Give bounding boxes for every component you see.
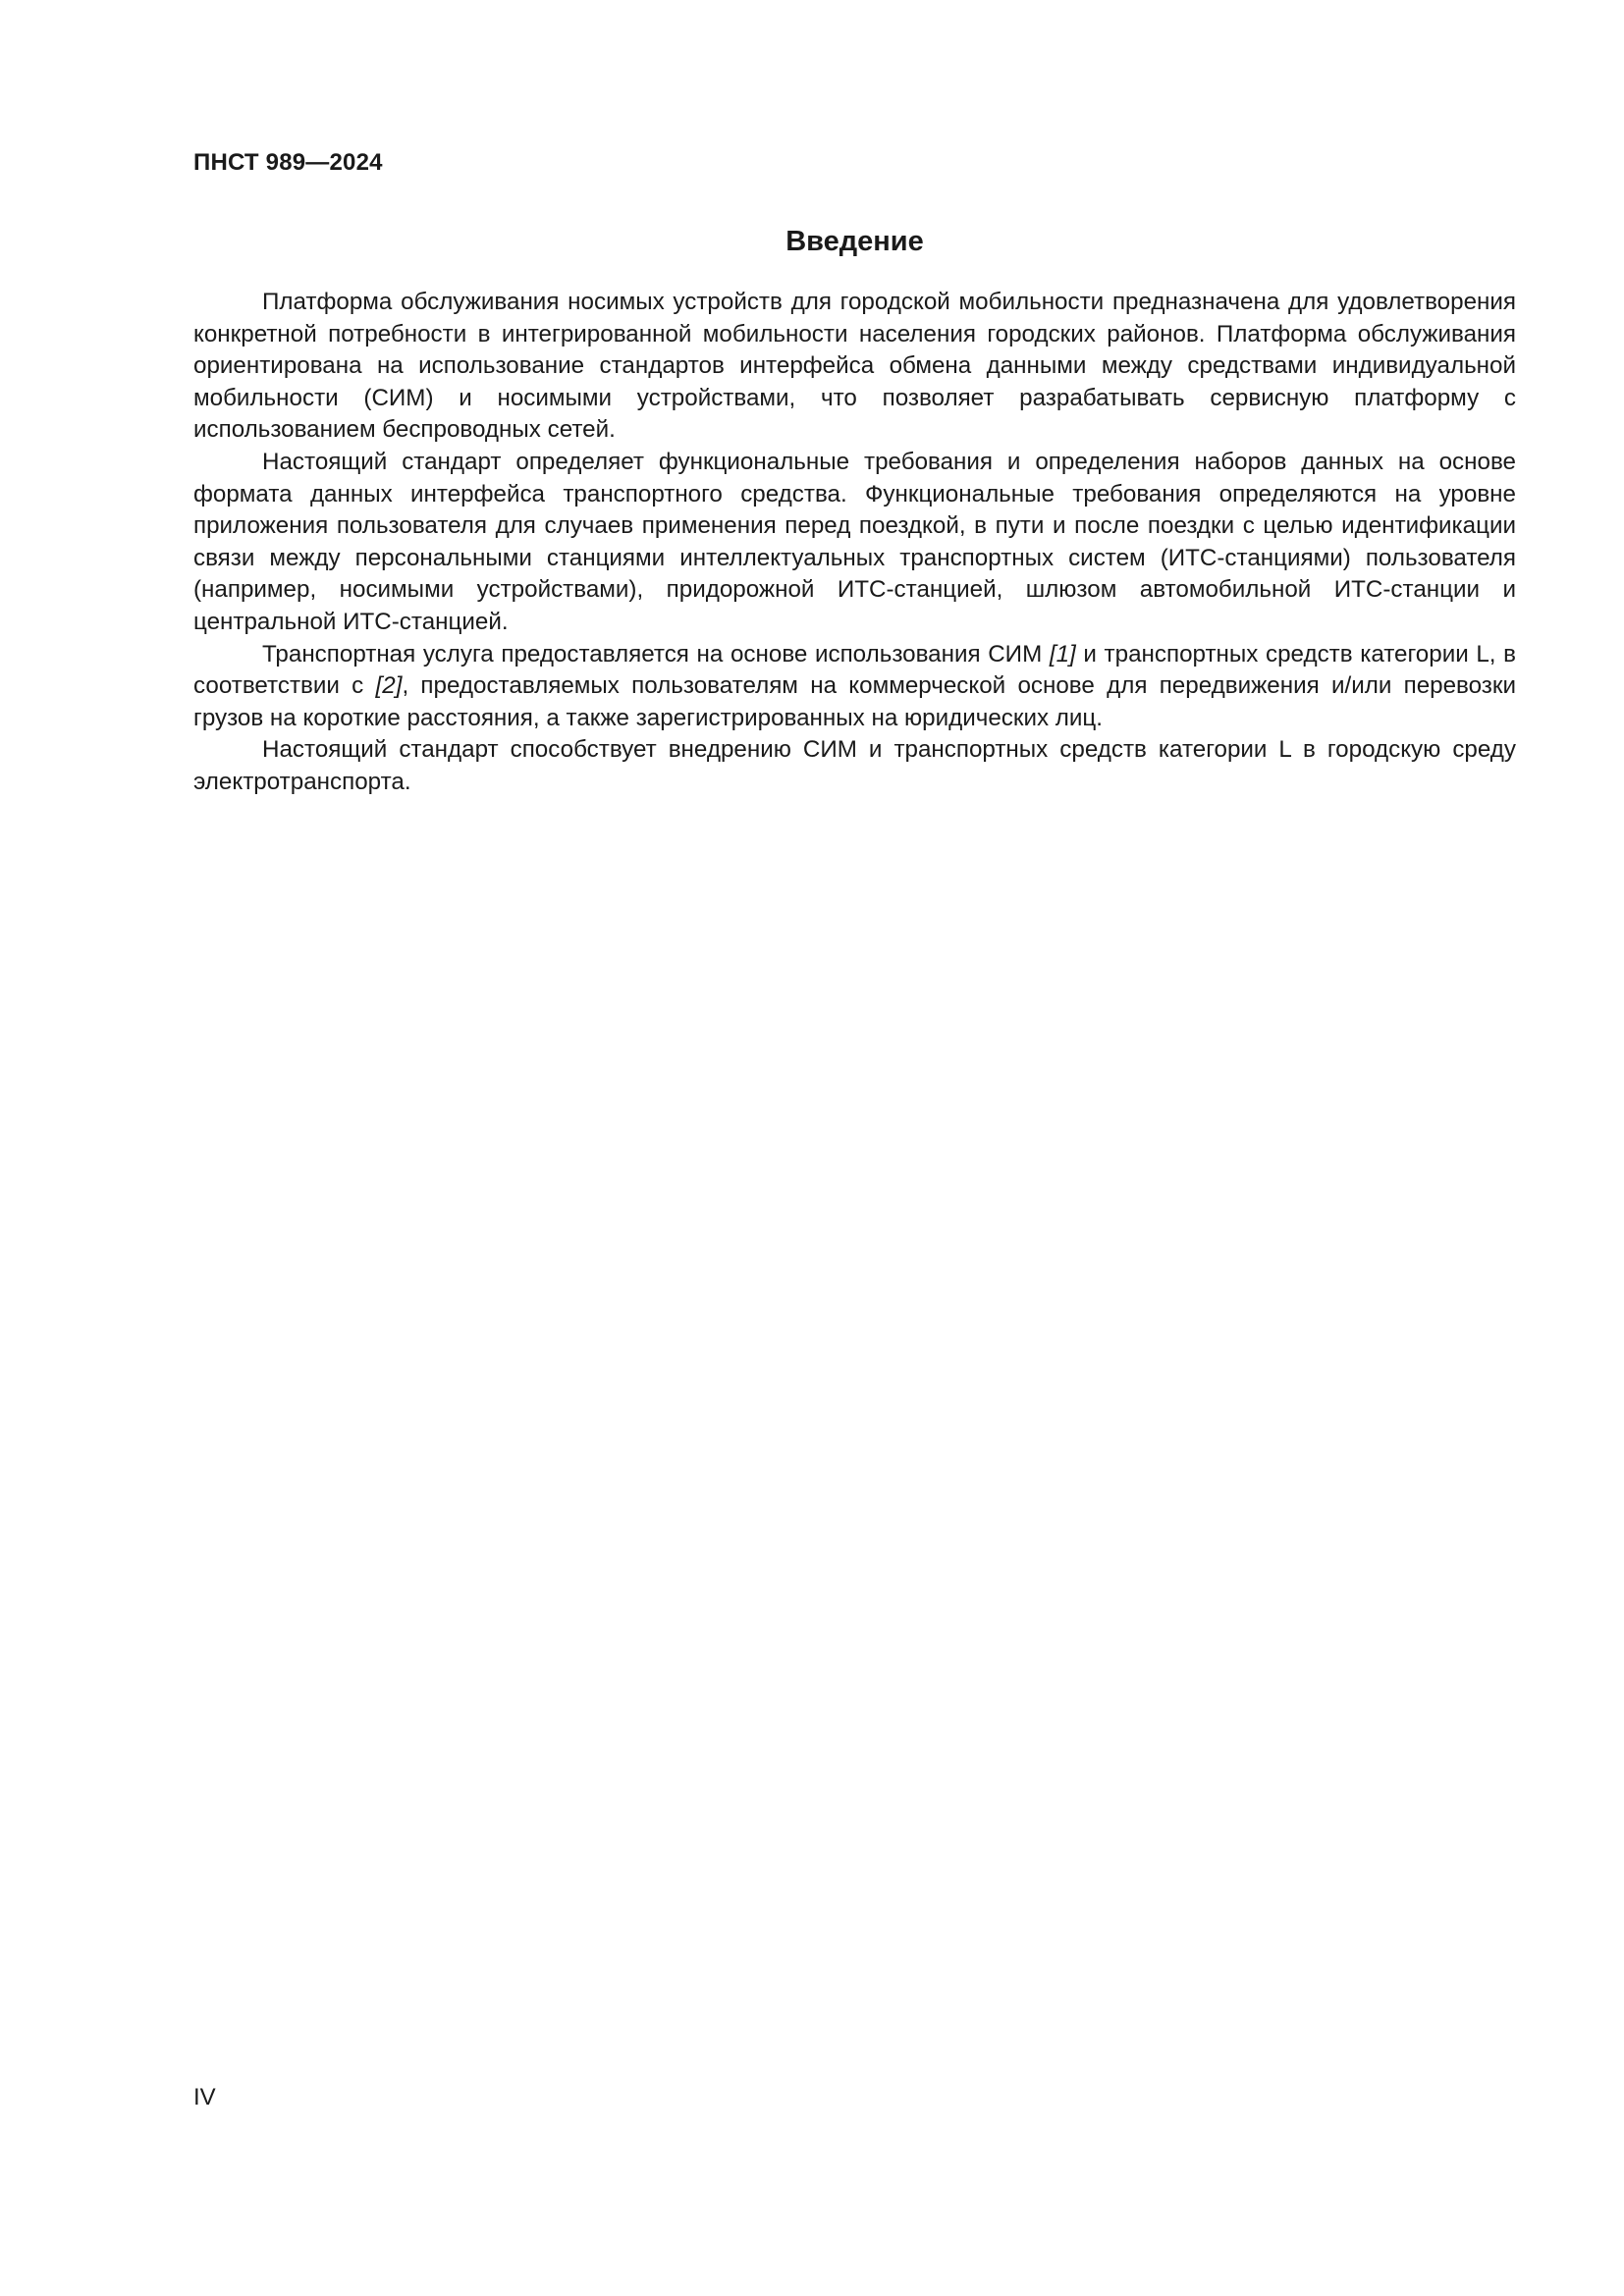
section-title: Введение (785, 226, 924, 257)
reference-2: [2] (375, 672, 403, 700)
page-number: IV (193, 2084, 216, 2110)
document-code: ПНСТ 989—2024 (193, 149, 383, 176)
paragraph-4: Настоящий стандарт способствует внедрению СИМ и транспортных средств категории L в городскую среду электротранспорта. (193, 736, 1516, 795)
paragraph-3-text-1: Транспортная услуга предоставляется на основе использования СИМ (262, 640, 1050, 667)
paragraph-2: Настоящий стандарт определяет функциональные требования и определения наборов данных на основе формата данных интерфейса транспортного средства. Функциональные требования определяются на уровне приложения пользователя для случаев применения перед поездкой, в пути и после поездки с целью идентификации связи между персональными станциями интеллектуальных транспортных систем (ИТС-станциями) пользователя (например, носимыми устройствами), придорожной ИТС-станцией, шлюзом автомобильной ИТС-станции и центральной ИТС-станцией. (193, 448, 1516, 635)
body-text (193, 287, 1516, 799)
reference-1: [1] (1049, 640, 1076, 667)
paragraph-3 (193, 639, 1516, 735)
paragraph-1: Платформа обслуживания носимых устройств для городской мобильности предназначена для удовлетворения конкретной потребности в интегрированной мобильности населения городских районов. Платформа обслуживания ориентирована на использование стандартов интерфейса обмена данными между средствами индивидуальной мобильности (СИМ) и носимыми устройствами, что позволяет разрабатывать сервисную платформу с использованием беспроводных сетей. (193, 289, 1516, 444)
paragraph-3-text-3: , предоставляемых пользователям на коммерческой основе для передвижения и/или перевозки грузов на короткие расстояния, а также зарегистрированных на юридических лиц. (193, 672, 1516, 731)
paragraph-3-text-2: и транспортных средств категории L, в соответствии с (193, 640, 1517, 700)
